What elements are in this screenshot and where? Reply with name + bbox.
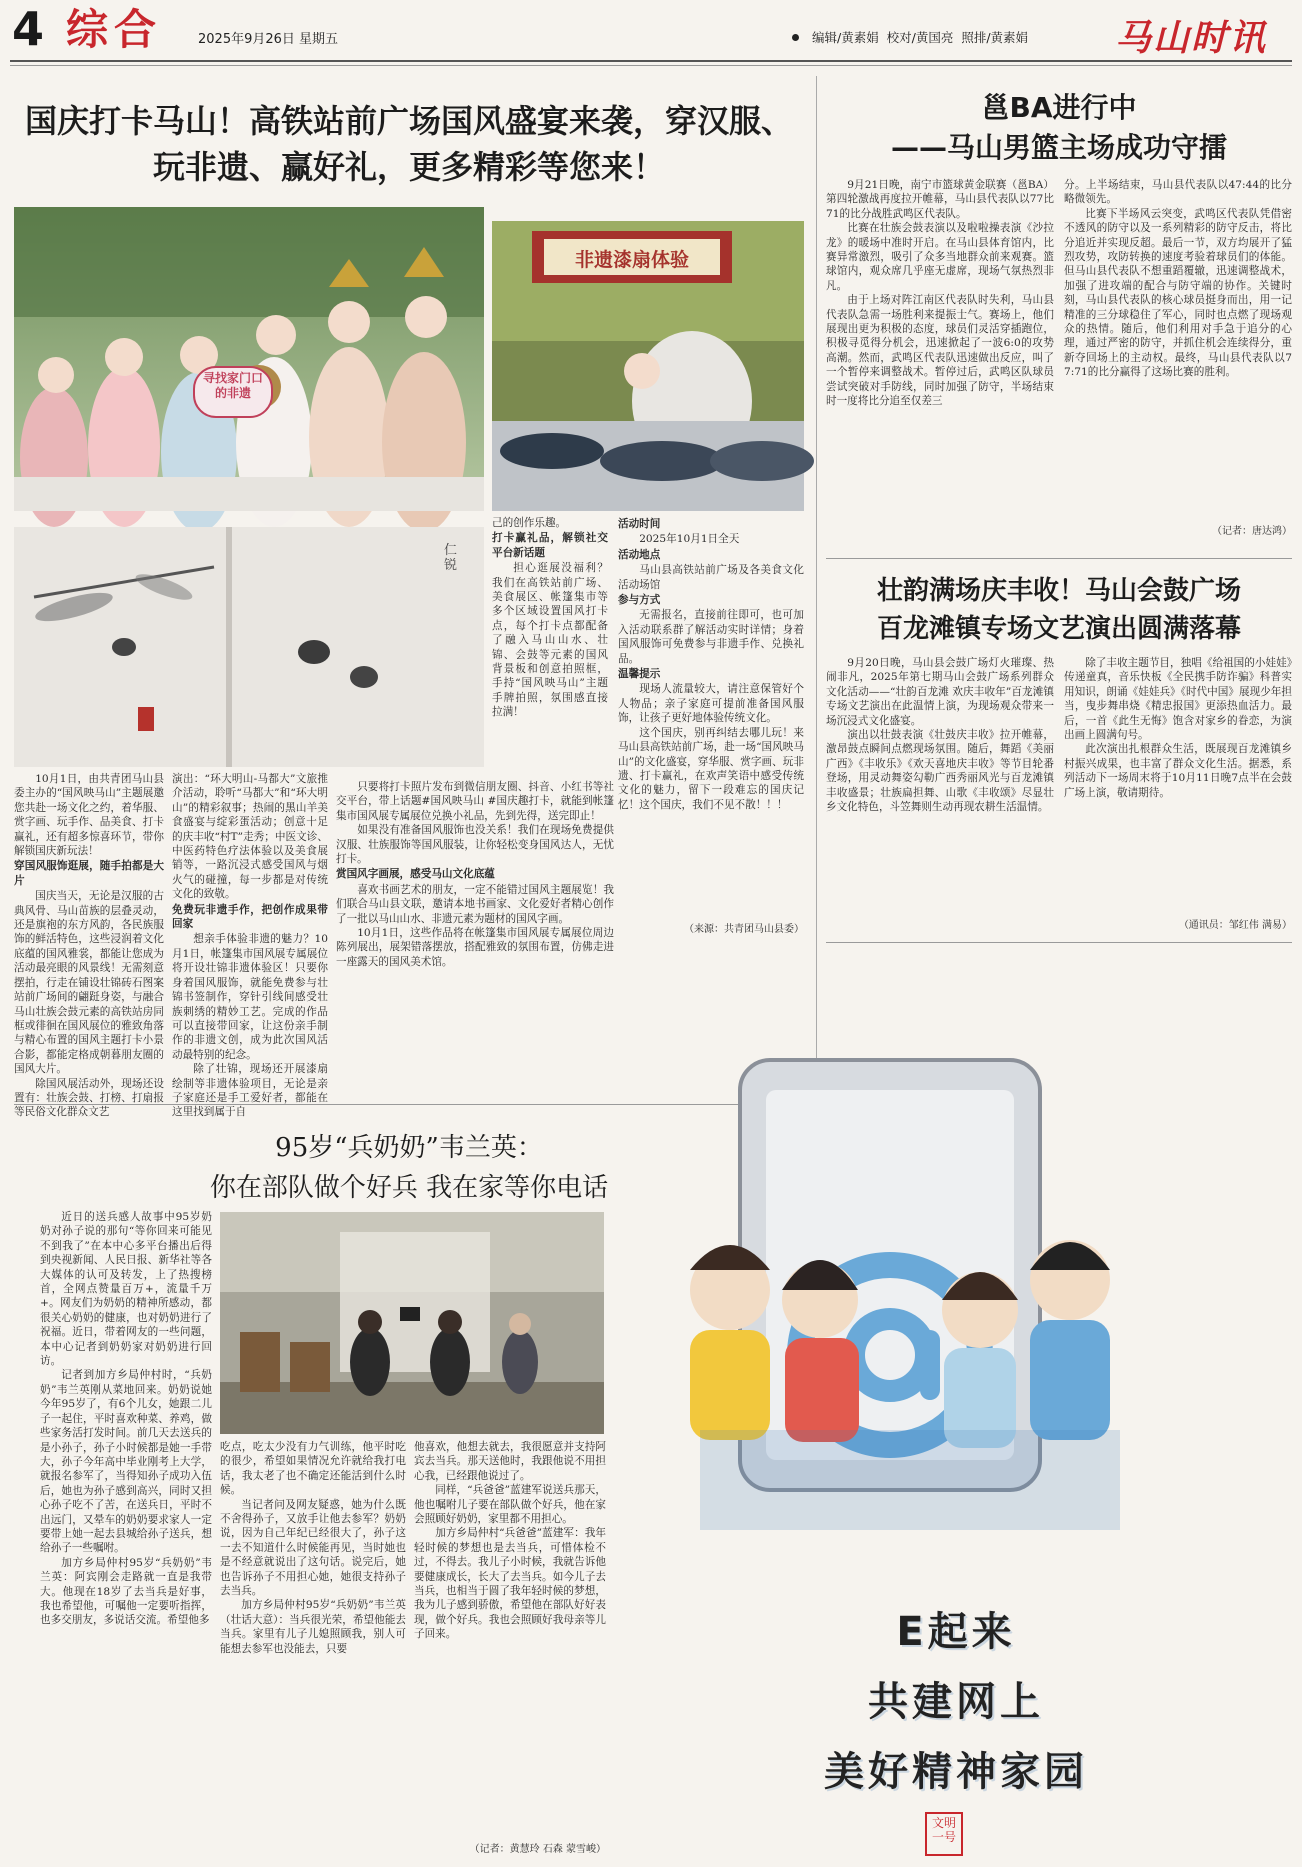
article-4-col-2 — [220, 1440, 406, 1860]
article-3-paragraph: 此次演出扎根群众生活，既展现百龙滩镇乡村振兴成果，也丰富了群众文化生活。据悉，系列活动下一场周末将于10月11日晚7点半在会鼓广场上演，敬请期待。 — [1064, 743, 1292, 799]
article-1-paragraph: 只要将打卡照片发布到微信朋友圈、抖音、小红书等社交平台，带上话题#国风映马山 #国庆趣打卡，就能到帐篷集市国风展专属展位兑换小礼品，先到先得，送完即止！ — [336, 781, 614, 822]
article-1-subhead-2: 免费玩非遗手作，把创作成果带回家 — [172, 903, 328, 931]
article-4-title-line1: 95岁“兵奶奶”韦兰英： — [275, 1133, 543, 1163]
article-4-paragraph: 加方乡局仲村95岁“兵奶奶”韦兰英：阿宾刚会走路就一直是我带大。他现在18岁了去当兵是好事，我也希望他，可嘱他一定要听指挥，也多交朋友，多说话交流。希望他多 — [40, 1556, 212, 1627]
article-4-paragraph: 加方乡局仲村“兵爸爸”蓝建军：我年轻时候的梦想也是去当兵，可惜体检不过，不得去。我儿子小时候，我就告诉他要健康成长，长大了去当兵。如今儿子去当兵，也相当于圆了我年轻时候的梦想，我为儿子感到骄傲，希望他在部队好好表现，做个好兵。我也会照顾好我母亲等儿子回来。 — [414, 1527, 606, 1641]
issue-date: 2025年9月26日 星期五 — [198, 32, 339, 47]
page-number: 4 — [12, 2, 45, 56]
masthead — [0, 0, 1302, 60]
article-1-subhead-4: 赏国风字画展，感受马山文化底蕴 — [336, 868, 495, 881]
article-2-paragraph: 9月21日晚，南宁市篮球黄金联赛（邕BA）第四轮激战再度拉开帷幕，马山县代表队以77比71的比分战胜武鸣区代表队。 — [826, 179, 1054, 220]
article-1-paragraph: 担心逛展没福利？我们在高铁站前广场、美食展区、帐篷集市等多个区域设置国风打卡点，每个打卡点都配备了融入马山山水、壮锦、会鼓等元素的国风背景板和创意拍照框，手持“国风映马山”主题手牌拍照，氛围感直接拉满！ — [492, 562, 608, 719]
article-4-paragraph: 吃点，吃太少没有力气训练，他平时吃的很少，希望如果情况允许就给我打电话，我太老了也不确定还能活到什么时候。 — [220, 1441, 406, 1497]
article-1-paragraph: 国庆当天，无论是汉服的古典风骨、马山苗族的层叠灵动，还是旗袍的东方风韵，各民族服饰的鲜活特色，这些浸润着文化底蕴的国风雅裳，都能让您成为活动最亮眼的风景线！无需刻意摆拍，行走在铺设壮锦砖石图案站前广场间的翩跹身姿，与融合马山壮族会鼓元素的高铁站房同框或徘徊在国风展位的雅致角落与精心布置的国风主题打卡小景合影，都能定格成朝暮朋友圈的国风大片。 — [14, 890, 164, 1076]
article-2-credit: （记者：唐达鸿） — [1212, 526, 1292, 537]
public-service-ad — [620, 950, 1292, 1860]
reminder-value: 现场人流量较大，请注意保管好个人物品；亲子家庭可提前准备国风服饰，让孩子更好地体验传统文化。 — [618, 683, 804, 725]
article-4-title-line2: 你在部队做个好兵 我在家等你电话 — [209, 1173, 609, 1203]
article-1-title-line1: 国庆打卡马山！高铁站前广场国风盛宴来袭，穿汉服、 — [24, 102, 793, 140]
closing-paragraph: 这个国庆，别再纠结去哪儿玩！来马山县高铁站前广场，赴一场“国风映马山”的文化盛宴，穿华服、赏字画、玩非遗、打卡赢礼，在欢声笑语中感受传统文化的魅力，留下一段难忘的国庆记忆！这个国庆，我们不见不散！！！ — [618, 726, 804, 811]
paper-logo: 马山时讯 — [1115, 17, 1268, 59]
article-1-col-1 — [14, 772, 164, 1119]
section-divider — [826, 942, 1292, 943]
article-1-subhead-3: 打卡赢礼品，解锁社交平台新话题 — [492, 532, 608, 559]
photo-ink-painting — [14, 527, 484, 767]
photo-interview-art — [220, 1212, 604, 1434]
article-1-paragraph: 演出：“环大明山-马都大”文旅推介活动，聆听“马都大”和“环大明山”的精彩叙事；热闹的黑山羊美食盛宴与绽彩蛋活动；创意十足的庆丰收“村T”走秀；中医文诊、中医药特色疗法体验以及美食展销等，一路沉浸式感受国风与烟火气的碰撞，每一步都是对传统文化的致敬。 — [172, 773, 328, 901]
article-3-paragraph: 9月20日晚，马山县会鼓广场灯火璀璨、热闹非凡，2025年第七期马山会鼓广场系列群众文化活动——“壮韵百龙滩 欢庆丰收年”百龙滩镇专场文艺演出在此温情上演，为现场观众带来一场沉浸式文化盛宴。 — [826, 657, 1054, 727]
reminder-label: 温馨提示 — [618, 668, 661, 681]
article-3-paragraph: 除了丰收主题节目，独唱《给祖国的小娃娃》传递童真，音乐快板《全民携手防诈骗》科普实用知识，朗诵《娃娃兵》《时代中国》展现少年担当，曳步舞串烧《精忠报国》更添热血活力。最后，一首《此生无悔》饱含对家乡的眷恋，为演出画上圆满句号。 — [1064, 657, 1292, 742]
section-divider — [826, 558, 1292, 559]
ad-slogan-line1: E起来 — [896, 1609, 1016, 1655]
article-1-title-line2: 玩非遗、赢好礼，更多精彩等您来！ — [152, 148, 665, 186]
painting-signature: 仁锐 — [444, 543, 458, 573]
article-1-col-2 — [172, 772, 328, 1119]
join-method-value: 无需报名，直接前往即可，也可加入活动联系群了解活动实时详情；身着国风服饰可免费参与非遗手作、兑换礼品。 — [618, 609, 804, 665]
photo-hanfu-women — [14, 207, 484, 511]
article-1-col-4 — [618, 516, 804, 916]
section-name: 综合 — [66, 5, 163, 54]
article-1-col-3 — [492, 516, 608, 778]
article-2-title — [826, 88, 1292, 168]
article-2-paragraph: 比赛下半场风云突变，武鸣区代表队凭借密不透风的防守以及一系列精彩的防守反击，将比分追近并实现反超。最后一节，双方均展开了猛烈攻势，攻防转换的速度考验着球员们的体能。但马山县代表队不想重蹈覆辙，迅速调整战术，加强了进攻端的配合与防守端的协作。关键时刻，马山县代表队的核心球员挺身而出，用一记精准的三分球稳住了军心，同时也点燃了现场观众的热情。随后，他们利用对手急于追分的心理，通过严密的防守，并抓住机会连续得分，重新夺回场上的主动权。最终，马山县代表队以77:71的比分赢得了这场比赛的胜利。 — [1064, 207, 1292, 379]
editor-credits: 编辑/黄素娟 校对/黄国亮 照排/黄素娟 — [812, 30, 1029, 45]
article-2-col-2 — [1064, 178, 1292, 518]
photo-ink-painting-art — [14, 527, 484, 767]
article-1-credit: （来源：共青团马山县委） — [684, 924, 804, 935]
photo-hanfu-women-art — [14, 207, 484, 511]
article-1-col-3-lower — [336, 780, 614, 1096]
article-2-paragraph: 分。上半场结束，马山县代表队以47:44的比分略微领先。 — [1064, 179, 1292, 206]
article-1-paragraph: 如果没有准备国风服饰也没关系！我们在现场免费提供汉服、壮族服饰等国风服装，让你轻松变身国风达人，无忧打卡。 — [336, 824, 614, 866]
event-place-value: 马山县高铁站前广场及各美食文化活动场馆 — [618, 564, 804, 591]
article-2-col-1 — [826, 178, 1054, 554]
event-time-label: 活动时间 — [618, 518, 661, 530]
photo-sign-text: 寻找家门口的非遗 — [202, 371, 263, 400]
civilization-seal: 文明一号 — [925, 1812, 963, 1856]
article-2-paragraph: 比赛在壮族会鼓表演以及啦啦操表演《沙拉龙》的暖场中准时开启。在马山县体育馆内，比赛异常激烈，吸引了众多当地群众前来观赛。篮球馆内，观众席几乎座无虚席，现场气氛热烈非凡。 — [826, 222, 1054, 292]
masthead-rule — [10, 60, 1292, 62]
article-4-paragraph: 他喜欢，他想去就去，我很愿意并支持阿宾去当兵。那天送他时，我跟他说不用担心我，已经跟他说过了。 — [414, 1441, 606, 1482]
article-1-paragraph: 10月1日，这些作品将在帐篷集市国风展专属展位周边陈列展出，展架错落摆放，搭配雅致的氛围布置，仿佛走进一座露天的国风美术馆。 — [336, 927, 614, 968]
article-1-paragraph: 己的创作乐趣。 — [492, 517, 567, 529]
article-3-title — [826, 572, 1292, 648]
masthead-rule-thin — [10, 65, 1292, 66]
ad-slogan-line3: 美好精神家园 — [824, 1749, 1088, 1795]
article-4-paragraph: 同样，“兵爸爸”蓝建军说送兵那天，他也嘱咐儿子要在部队做个好兵，他在家会照顾好奶奶，家里都不用担心。 — [414, 1484, 606, 1526]
article-4-credit: （记者：黄慧玲 石森 蒙雪峻） — [469, 1844, 606, 1855]
article-4-paragraph: 记者到加方乡局仲村时，“兵奶奶”韦兰英刚从菜地回来。奶奶说她今年95岁了，有6个儿女，她跟二儿子一起住，平时喜欢种菜、养鸡，做些家务活打发时间。前几天去送兵的是小孙子，孙子小时候都是她一手带大，孙子今年高中毕业刚考上大学，就报名参军了，当得知孙子成功入伍后，她也为孙子感到高兴，同时又担心孙子吃不了苦，在送兵日，平时不出远门，又晕车的奶奶要求家人一定要带上她一起去县城给孙子送兵，想给孙子一些嘱咐。 — [40, 1369, 212, 1555]
article-4-col-1 — [40, 1210, 212, 1860]
article-3-paragraph: 演出以壮鼓表演《壮鼓庆丰收》拉开帷幕，激昂鼓点瞬间点燃现场氛围。随后，舞蹈《美丽广西》《丰收乐》《欢天喜地庆丰收》等节目轮番登场，用灵动舞姿勾勒广西秀丽风光与百龙滩镇丰收盛景；壮族扁担舞、山歌《丰收颂》尽显壮乡文化特色，斗笠舞则生动再现农耕生活温情。 — [826, 729, 1054, 814]
article-4-paragraph: 加方乡局仲村95岁“兵奶奶”韦兰英（壮话大意）：当兵很光荣，希望他能去当兵。家里有儿子儿媳照顾我，别人可能想去参军也没能去，只要 — [220, 1599, 406, 1655]
ad-slogan-line2: 共建网上 — [868, 1679, 1044, 1725]
article-1-title — [14, 98, 804, 190]
article-3-col-1 — [826, 656, 1054, 956]
article-3-title-line2: 百龙滩镇专场文艺演出圆满落幕 — [876, 614, 1241, 644]
article-4-paragraph: 当记者问及网友疑惑，她为什么既不舍得孙子，又放手让他去参军？奶奶说，因为自己年纪已经很大了，孙子这一去不知道什么时候能再见，当时她也是不经意就说出了这句话。说完后，她也告诉孙子不用担心她，她很支持孙子去当兵。 — [220, 1498, 406, 1598]
article-2-paragraph: 由于上场对阵江南区代表队时失利，马山县代表队急需一场胜利来提振士气。赛场上，他们展现出更为积极的态度，球员们灵活穿插跑位，积极寻觅得分机会，迅速掀起了一波6:0的攻势高潮。然而，武鸣区代表队迅速做出反应，叫了一个暂停来调整战术。暂停过后，武鸣区队球员尝试突破对手防线，同时加强了防守，半场结束时一度将比分追至仅差三 — [826, 294, 1054, 408]
article-4-col-3 — [414, 1440, 606, 1836]
event-place-label: 活动地点 — [618, 548, 661, 561]
article-1-intro: 10月1日，由共青团马山县委主办的“国风映马山”主题展邀您共赴一场文化之约，着华服、赏字画、玩手作、品美食、打卡赢礼，还有超多惊喜环节，带你解锁国庆新玩法！ — [14, 773, 164, 858]
article-3-col-2 — [1064, 656, 1292, 912]
join-method-label: 参与方式 — [618, 594, 661, 607]
photo-lacquer-fan — [492, 221, 804, 511]
article-1-paragraph: 想亲手体验非遗的魅力？10月1日，帐篷集市国风展专属展位将开设壮锦非遗体验区！只要你身着国风服饰，就能免费参与壮锦书签制作，穿针引线间感受壮族刺绣的精妙工艺。完成的作品可以直接带回家，让这份亲手制作的非遗文创，成为此次国风活动最特别的纪念。 — [172, 933, 328, 1061]
article-2-title-line2: ——马山男篮主场成功守擂 — [890, 131, 1227, 164]
photo-sign-text: 非遗漆扇体验 — [574, 249, 689, 271]
article-4-paragraph: 近日的送兵感人故事中95岁奶奶对孙子说的那句“等你回来可能见不到我了”在本中心多平台播出后得到央视新闻、人民日报、新华社等各大媒体的认可及转发，上了热搜榜首，全网点赞量百万+，流量千万+。网友们为奶奶的精神所感动，都很关心奶奶的健康，也对奶奶进行了祝福。近日，带着网友的一些问题，本中心记者到奶奶家对奶奶进行回访。 — [40, 1211, 212, 1368]
article-1-subhead-1: 穿国风服饰逛展，随手拍都是大片 — [14, 860, 164, 887]
photo-interview — [220, 1212, 604, 1434]
article-1-paragraph: 喜欢书画艺术的朋友，一定不能错过国风主题展览！我们联合马山县文联，邀请本地书画家、文化爱好者精心创作了一批以马山山水、非遗元素为题材的国风字画。 — [336, 883, 614, 925]
article-3-title-line1: 壮韵满场庆丰收！马山会鼓广场 — [876, 576, 1241, 606]
article-2-title-line1: 邕BA进行中 — [981, 91, 1137, 124]
article-3-credit: （通讯员：邹红伟 满易） — [1178, 920, 1292, 931]
event-time-value: 2025年10月1日全天 — [639, 533, 740, 546]
bullet-dot — [792, 34, 799, 41]
ad-illustration — [620, 950, 1292, 1670]
article-1-paragraph: 除国风展活动外，现场还设置有：壮族会鼓、打榜、打扇报等民俗文化群众文艺 — [14, 1077, 164, 1119]
article-1-paragraph: 除了壮锦，现场还开展漆扇绘制等非遗体验项目，无论是亲子家庭还是手工爱好者，都能在这里找到属于自 — [172, 1063, 328, 1119]
